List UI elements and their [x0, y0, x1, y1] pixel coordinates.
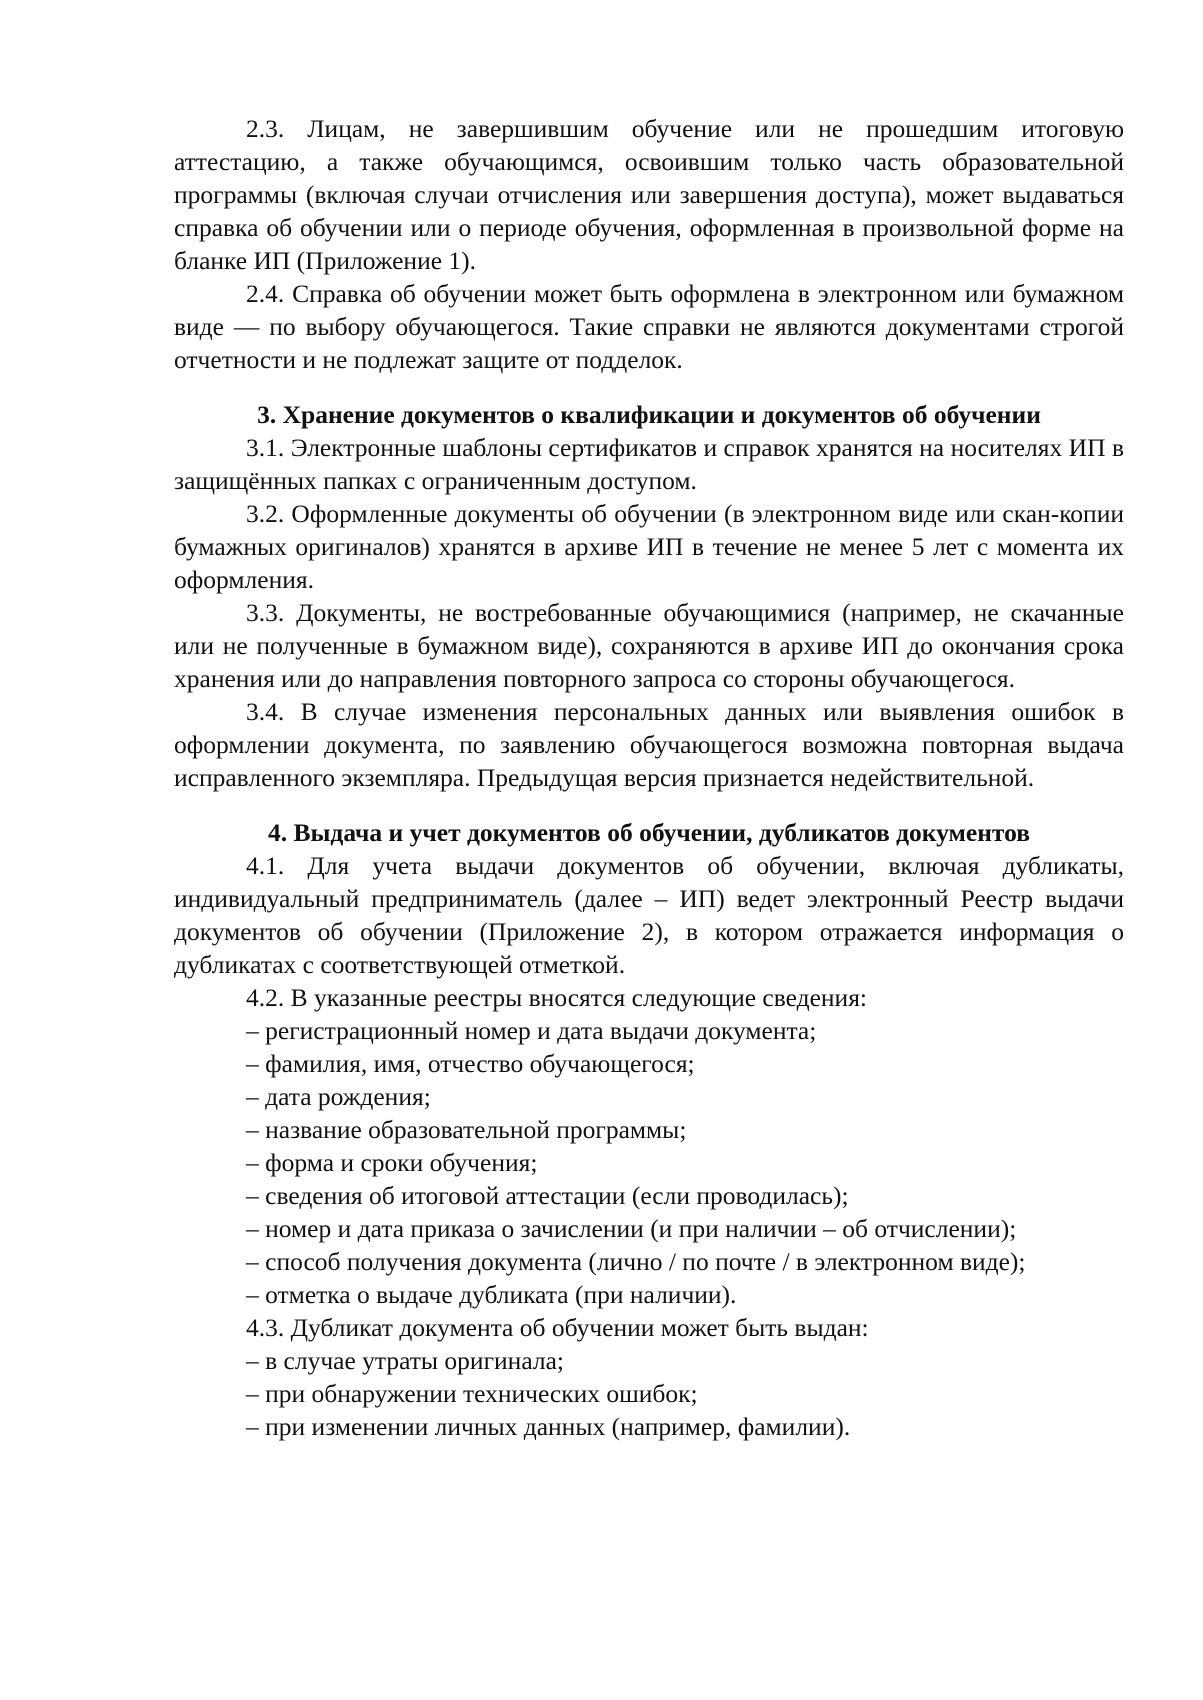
paragraph-4-1: 4.1. Для учета выдачи документов об обучении, включая дубликаты, индивидуальный предприниматель (далее – ИП) ведет электронный Реестр выдачи документов об обучении (Приложение 2), в котором отражается информация о дубликатах с соответствующей отметкой. [174, 851, 1124, 979]
list-item: – фамилия, имя, отчество обучающегося; [246, 1049, 695, 1078]
list-item: – сведения об итоговой аттестации (если проводилась); [246, 1181, 849, 1210]
paragraph-3-2: 3.2. Оформленные документы об обучении (в электронном виде или скан-копии бумажных оригиналов) хранятся в архиве ИП в течение не менее 5 лет с момента их оформления. [174, 499, 1124, 594]
paragraph-3-3: 3.3. Документы, не востребованные обучающимися (например, не скачанные или не полученные в бумажном виде), сохраняются в архиве ИП до окончания срока хранения или до направления повторного запроса со стороны обучающегося. [174, 598, 1124, 693]
list-item: – способ получения документа (лично / по почте / в электронном виде); [246, 1247, 1026, 1276]
paragraph-3-4: 3.4. В случае изменения персональных данных или выявления ошибок в оформлении документа, по заявлению обучающегося возможна повторная выдача исправленного экземпляра. Предыдущая версия признается недействительной. [174, 697, 1124, 792]
list-item: – отметка о выдаче дубликата (при наличии). [246, 1280, 737, 1309]
list-item: – в случае утраты оригинала; [246, 1346, 565, 1375]
paragraph-2-3: 2.3. Лицам, не завершившим обучение или не прошедшим итоговую аттестацию, а также обучающимся, освоившим только часть образовательной программы (включая случаи отчисления или завершения доступа), может выдаваться справка об обучении или о периоде обучения, оформленная в произвольной форме на бланке ИП (Приложение 1). [174, 114, 1124, 275]
paragraph-4-2-intro: 4.2. В указанные реестры вносятся следующие сведения: [246, 983, 868, 1012]
list-item: – при обнаружении технических ошибок; [246, 1379, 698, 1408]
paragraph-3-1: 3.1. Электронные шаблоны сертификатов и справок хранятся на носителях ИП в защищённых папках с ограниченным доступом. [174, 433, 1124, 495]
list-item: – название образовательной программы; [246, 1115, 687, 1144]
paragraph-4-3-intro: 4.3. Дубликат документа об обучении может быть выдан: [246, 1313, 869, 1342]
section-4-heading: 4. Выдача и учет документов об обучении, дубликатов документов [268, 818, 1030, 847]
list-item: – форма и сроки обучения; [246, 1148, 538, 1177]
list-item: – регистрационный номер и дата выдачи документа; [246, 1016, 817, 1045]
list-item: – номер и дата приказа о зачислении (и при наличии – об отчислении); [246, 1214, 1017, 1243]
paragraph-2-4: 2.4. Справка об обучении может быть оформлена в электронном или бумажном виде — по выбору обучающегося. Такие справки не являются документами строгой отчетности и не подлежат защите от подделок. [174, 279, 1124, 374]
list-item: – при изменении личных данных (например, фамилии). [246, 1412, 851, 1441]
section-3-heading: 3. Хранение документов о квалификации и документов об обучении [257, 400, 1041, 429]
document-page [174, 112, 1124, 1443]
list-item: – дата рождения; [246, 1082, 431, 1111]
